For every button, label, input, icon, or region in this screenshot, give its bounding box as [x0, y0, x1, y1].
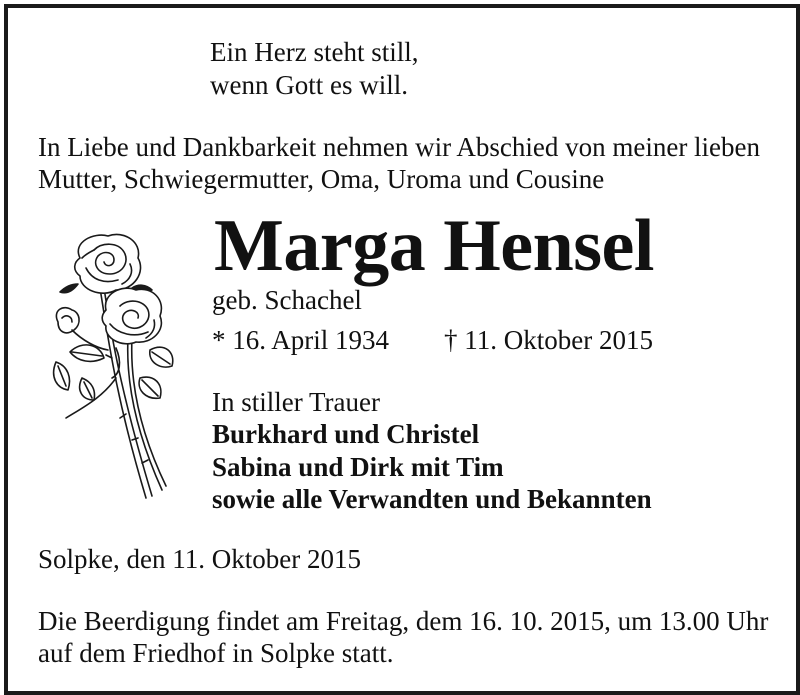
verse-line-2: wenn Gott es will. [210, 70, 408, 100]
obituary-card [4, 4, 800, 695]
verse-line-1: Ein Herz steht still, [210, 37, 419, 67]
mourner-line-1: Burkhard und Christel [212, 419, 480, 449]
mourner-line-3: sowie alle Verwandten und Bekannten [212, 484, 652, 514]
funeral-line-1: Die Beerdigung findet am Freitag, dem 16. 10. 2015, um 13.00 Uhr [38, 606, 769, 636]
roses-illustration-icon [42, 228, 182, 508]
place-date: Solpke, den 11. Oktober 2015 [38, 544, 361, 574]
intro-line-2: Mutter, Schwiegermutter, Oma, Uroma und Cousine [38, 164, 605, 194]
mourner-line-2: Sabina und Dirk mit Tim [212, 452, 504, 482]
birth-date: * 16. April 1934 [212, 325, 390, 355]
funeral-line-2: auf dem Friedhof in Solpke statt. [38, 638, 394, 668]
death-date: † 11. Oktober 2015 [444, 325, 653, 355]
mourners-heading: In stiller Trauer [212, 387, 380, 417]
deceased-name: Marga Hensel [214, 205, 654, 287]
maiden-name: geb. Schachel [212, 285, 362, 315]
intro-line-1: In Liebe und Dankbarkeit nehmen wir Abschied von meiner lieben [38, 132, 761, 162]
